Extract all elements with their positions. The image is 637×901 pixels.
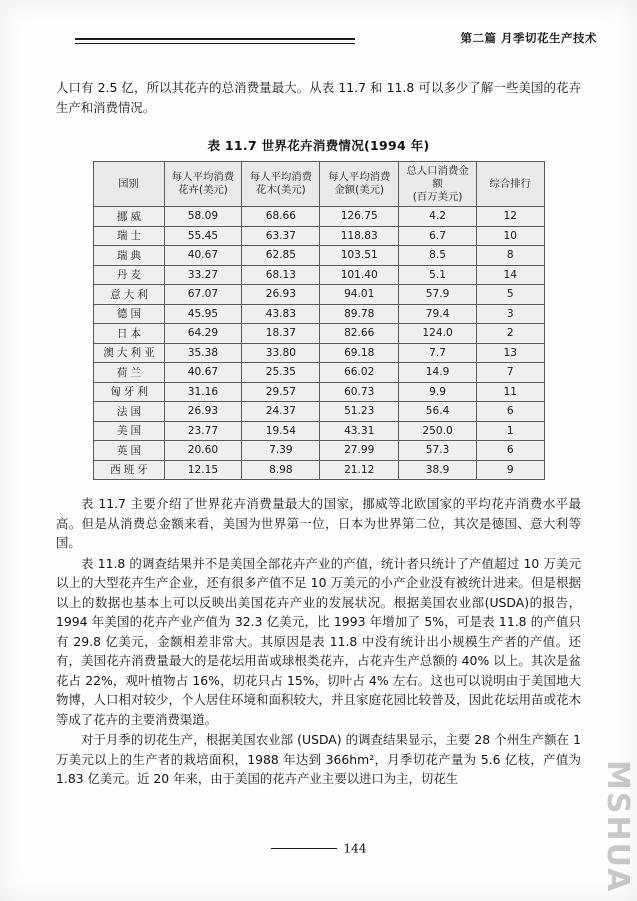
cell-country: 瑞士 bbox=[93, 226, 164, 246]
cell-total-per-capita: 60.73 bbox=[320, 382, 399, 402]
table-row bbox=[93, 246, 544, 266]
cell-total-per-capita: 51.23 bbox=[320, 402, 399, 422]
cell-flower: 12.15 bbox=[164, 460, 242, 480]
cell-woody: 43.83 bbox=[242, 304, 320, 324]
table-row bbox=[93, 441, 544, 461]
paragraph-4: 对于月季的切花生产，根据美国农业部 (USDA) 的调查结果显示，主要 28 个州生产额在 1 万美元以上的生产者的栽培面积，1988 年达到 366hm²，月季切花产量为 5.6 亿枝，产值为 1.83 亿美元。近 20 年来，由于美国的花卉产业主要以进口为主，切花生 bbox=[56, 732, 581, 786]
cell-national-total: 56.4 bbox=[399, 402, 477, 422]
cell-woody: 24.37 bbox=[242, 402, 320, 422]
table-row bbox=[93, 402, 544, 422]
cell-national-total: 14.9 bbox=[399, 363, 477, 383]
paragraph-1: 人口有 2.5 亿，所以其花卉的总消费量最大。从表 11.7 和 11.8 可以多少了解一些美国的花卉生产和消费情况。 bbox=[56, 80, 581, 115]
cell-rank: 1 bbox=[477, 421, 544, 441]
header-title: 第二篇 月季切花生产技术 bbox=[460, 31, 597, 45]
cell-rank: 7 bbox=[477, 363, 544, 383]
cell-national-total: 8.5 bbox=[399, 246, 477, 266]
cell-rank: 9 bbox=[477, 460, 544, 480]
table-row bbox=[93, 343, 544, 363]
cell-woody: 63.37 bbox=[242, 226, 320, 246]
cell-woody: 29.57 bbox=[242, 382, 320, 402]
running-header bbox=[60, 30, 597, 56]
cell-rank: 6 bbox=[477, 441, 544, 461]
table-body bbox=[93, 207, 544, 480]
cell-national-total: 7.7 bbox=[399, 343, 477, 363]
cell-woody: 62.85 bbox=[242, 246, 320, 266]
cell-country: 瑞典 bbox=[93, 246, 164, 266]
cell-total-per-capita: 27.99 bbox=[320, 441, 399, 461]
paragraph-3: 表 11.8 的调查结果并不是美国全部花卉产业的产值，统计者只统计了产值超过 10 万美元以上的大型花卉生产企业，还有很多产值不足 10 万美元的小产企业没有被统计进来。但是根据以上的数据也基本上可以反映出美国花卉产业的发展状况。根据美国农业部(USDA)的报告，1994 年美国的花卉产业产值为 32.3 亿美元，比 1993 年增加了 5%，可是表 11.8 的产值只有 29.8 亿美元，金额相差非常大。其原因是表 11.8 中没有统计出小规模生产者的产值。还有，美国花卉消费量最大的是花坛用苗或球根类花卉，占花卉生产总额的 40% 以上。其次是盆花占 22%，观叶植物占 16%，切花只占 15%，切叶占 4% 左右。这也可以说明由于美国地大物博，人口相对较少，个人居住环境和面积较大，并且家庭花园比较普及，因此花坛用苗或花木等成了花卉的主要消费渠道。 bbox=[56, 555, 581, 727]
cell-country: 英国 bbox=[93, 441, 164, 461]
cell-country: 挪威 bbox=[93, 207, 164, 227]
cell-country: 德国 bbox=[93, 304, 164, 324]
cell-flower: 31.16 bbox=[164, 382, 242, 402]
cell-rank: 5 bbox=[477, 285, 544, 305]
cell-rank: 2 bbox=[477, 324, 544, 344]
cell-national-total: 57.9 bbox=[399, 285, 477, 305]
cell-woody: 68.13 bbox=[242, 265, 320, 285]
cell-flower: 67.07 bbox=[164, 285, 242, 305]
cell-national-total: 57.3 bbox=[399, 441, 477, 461]
cell-country: 西班牙 bbox=[93, 460, 164, 480]
cell-total-per-capita: 118.83 bbox=[320, 226, 399, 246]
cell-national-total: 124.0 bbox=[399, 324, 477, 344]
page-content bbox=[56, 78, 581, 790]
table-row bbox=[93, 460, 544, 480]
cell-rank: 12 bbox=[477, 207, 544, 227]
cell-country: 日本 bbox=[93, 324, 164, 344]
cell-flower: 40.67 bbox=[164, 363, 242, 383]
table-11-7 bbox=[56, 136, 581, 480]
cell-national-total: 9.9 bbox=[399, 382, 477, 402]
table-row bbox=[93, 324, 544, 344]
cell-woody: 18.37 bbox=[242, 324, 320, 344]
cell-total-per-capita: 69.18 bbox=[320, 343, 399, 363]
cell-total-per-capita: 21.12 bbox=[320, 460, 399, 480]
cell-flower: 64.29 bbox=[164, 324, 242, 344]
cell-national-total: 6.7 bbox=[399, 226, 477, 246]
cell-rank: 11 bbox=[477, 382, 544, 402]
cell-total-per-capita: 103.51 bbox=[320, 246, 399, 266]
cell-flower: 58.09 bbox=[164, 207, 242, 227]
paragraph-2: 表 11.7 主要介绍了世界花卉消费量最大的国家，挪威等北欧国家的平均花卉消费水平最高。但是从消费总金额来看，美国为世界第一位，日本为世界第二位，其次是德国、意大利等国。 bbox=[56, 496, 581, 550]
table-caption: 表 11.7 世界花卉消费情况(1994 年) bbox=[207, 138, 430, 153]
cell-total-per-capita: 66.02 bbox=[320, 363, 399, 383]
cell-country: 匈牙利 bbox=[93, 382, 164, 402]
cell-rank: 3 bbox=[477, 304, 544, 324]
cell-rank: 6 bbox=[477, 402, 544, 422]
watermark: MSHUA bbox=[600, 759, 635, 893]
cell-rank: 10 bbox=[477, 226, 544, 246]
cell-total-per-capita: 126.75 bbox=[320, 207, 399, 227]
cell-rank: 14 bbox=[477, 265, 544, 285]
flower-consumption-table bbox=[93, 161, 545, 480]
cell-flower: 26.93 bbox=[164, 402, 242, 422]
cell-total-per-capita: 82.66 bbox=[320, 324, 399, 344]
cell-woody: 25.35 bbox=[242, 363, 320, 383]
cell-woody: 8.98 bbox=[242, 460, 320, 480]
cell-flower: 45.95 bbox=[164, 304, 242, 324]
table-col-header-national-total: 总人口消费金额 (百万美元) bbox=[399, 162, 477, 207]
table-col-header-total-per-capita: 每人平均消费 金额(美元) bbox=[320, 162, 399, 207]
cell-country: 意大利 bbox=[93, 285, 164, 305]
cell-country: 法国 bbox=[93, 402, 164, 422]
table-col-header-rank: 综合排行 bbox=[477, 162, 544, 207]
cell-total-per-capita: 101.40 bbox=[320, 265, 399, 285]
cell-total-per-capita: 43.31 bbox=[320, 421, 399, 441]
table-row bbox=[93, 207, 544, 227]
cell-national-total: 250.0 bbox=[399, 421, 477, 441]
cell-rank: 8 bbox=[477, 246, 544, 266]
cell-flower: 55.45 bbox=[164, 226, 242, 246]
cell-rank: 13 bbox=[477, 343, 544, 363]
cell-country: 丹麦 bbox=[93, 265, 164, 285]
table-row bbox=[93, 265, 544, 285]
cell-national-total: 5.1 bbox=[399, 265, 477, 285]
table-header-row bbox=[93, 162, 544, 207]
cell-total-per-capita: 89.78 bbox=[320, 304, 399, 324]
cell-flower: 35.38 bbox=[164, 343, 242, 363]
cell-country: 荷兰 bbox=[93, 363, 164, 383]
cell-country: 美国 bbox=[93, 421, 164, 441]
cell-flower: 23.77 bbox=[164, 421, 242, 441]
table-row bbox=[93, 304, 544, 324]
table-row bbox=[93, 363, 544, 383]
table-col-header-woody-per-capita: 每人平均消费 花木(美元) bbox=[242, 162, 320, 207]
cell-national-total: 4.2 bbox=[399, 207, 477, 227]
cell-total-per-capita: 94.01 bbox=[320, 285, 399, 305]
cell-flower: 20.60 bbox=[164, 441, 242, 461]
page-number: 144 bbox=[343, 841, 367, 856]
cell-woody: 33.80 bbox=[242, 343, 320, 363]
table-head bbox=[93, 162, 544, 207]
table-col-header-country: 国别 bbox=[93, 162, 164, 207]
cell-woody: 26.93 bbox=[242, 285, 320, 305]
cell-woody: 7.39 bbox=[242, 441, 320, 461]
header-rule bbox=[75, 38, 355, 44]
page-footer bbox=[0, 838, 637, 857]
table-col-header-flower-per-capita: 每人平均消费 花卉(美元) bbox=[164, 162, 242, 207]
cell-flower: 33.27 bbox=[164, 265, 242, 285]
cell-national-total: 79.4 bbox=[399, 304, 477, 324]
table-row bbox=[93, 421, 544, 441]
cell-woody: 19.54 bbox=[242, 421, 320, 441]
cell-country: 澳大利亚 bbox=[93, 343, 164, 363]
cell-woody: 68.66 bbox=[242, 207, 320, 227]
table-row bbox=[93, 285, 544, 305]
footer-rule bbox=[271, 848, 337, 849]
cell-flower: 40.67 bbox=[164, 246, 242, 266]
table-row bbox=[93, 226, 544, 246]
cell-national-total: 38.9 bbox=[399, 460, 477, 480]
table-row bbox=[93, 382, 544, 402]
